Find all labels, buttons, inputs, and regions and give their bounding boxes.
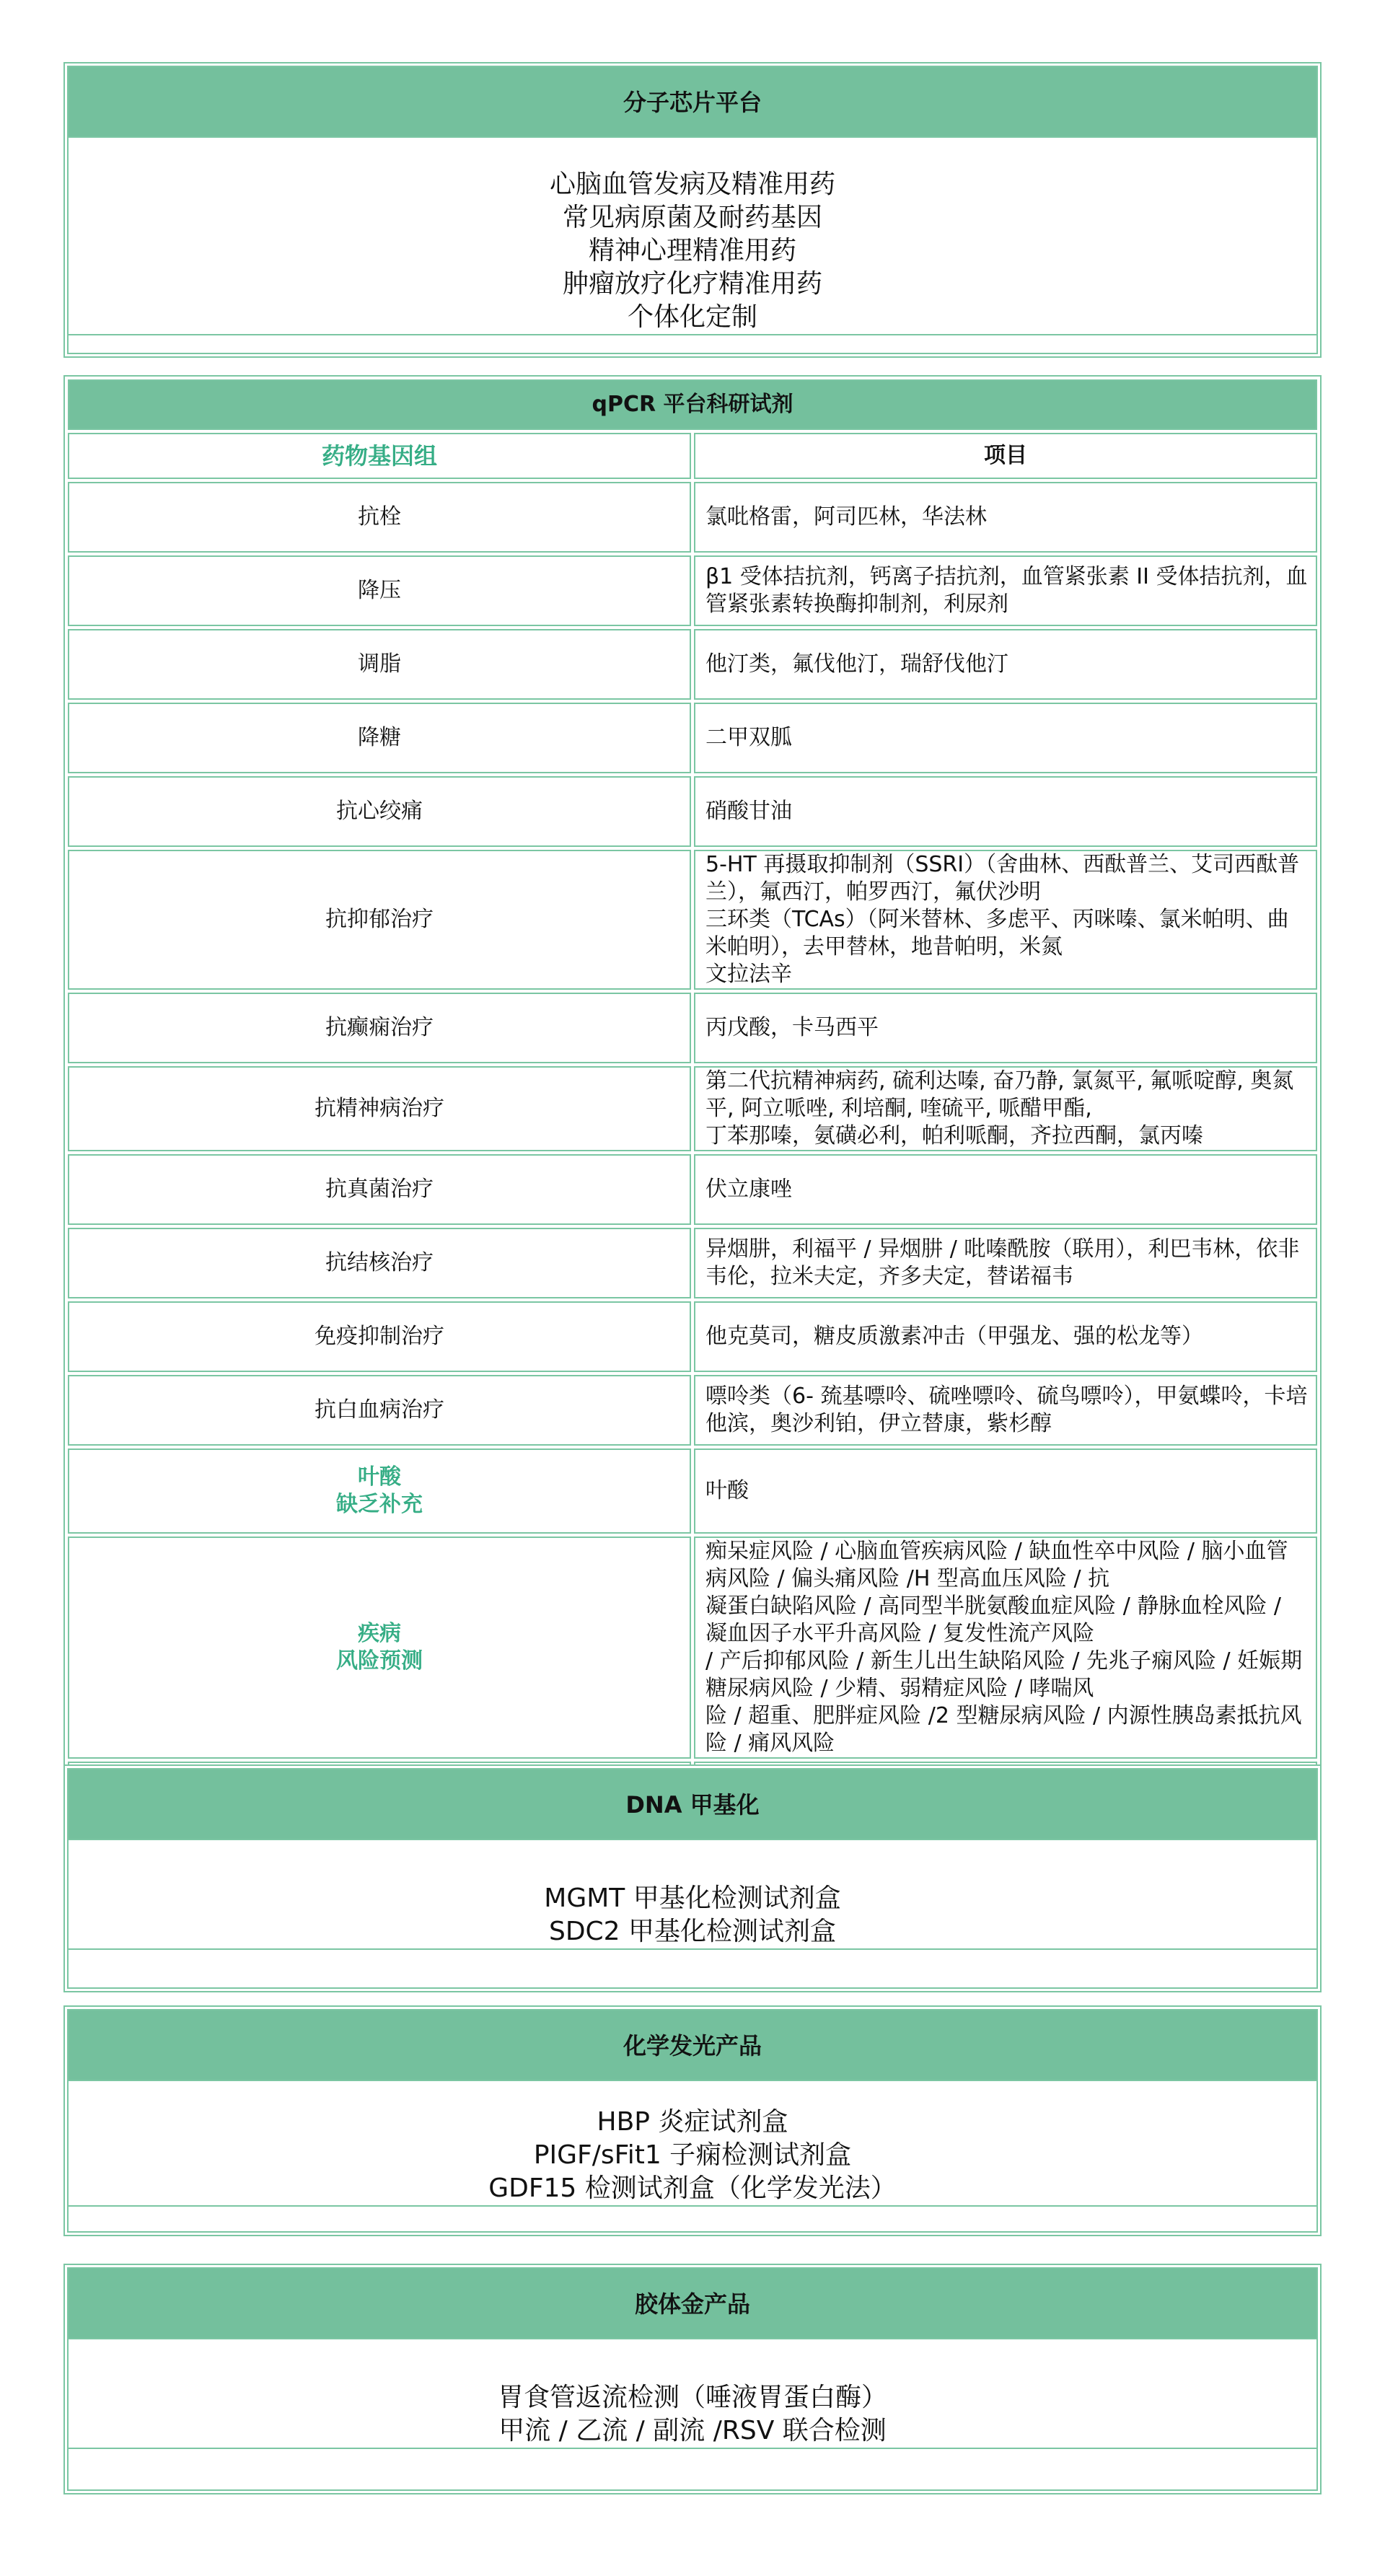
row-category: 降糖 bbox=[68, 703, 691, 773]
row-item: 氯吡格雷，阿司匹林，华法林 bbox=[694, 482, 1317, 553]
list-item: 个体化定制 bbox=[627, 302, 757, 332]
table-row bbox=[68, 1066, 1317, 1151]
qpcr-table bbox=[65, 377, 1320, 1835]
table-row bbox=[68, 850, 1317, 990]
dna-methylation-inner bbox=[67, 1768, 1318, 1989]
row-item: 5-HT 再摄取抑制剂（SSRI）（舍曲林、西酞普兰、艾司西酞普兰），氟西汀，帕罗西汀，氟伏沙明 三环类（TCAs）（阿米替林、多虑平、丙咪嗪、氯米帕明、曲米帕明），去甲替林，地昔帕明，米氮 文拉法辛 bbox=[694, 850, 1317, 990]
table-row bbox=[68, 1449, 1317, 1534]
chemiluminescence-inner bbox=[67, 2009, 1318, 2233]
chemiluminescence-list bbox=[69, 2081, 1316, 2205]
table-row bbox=[68, 776, 1317, 847]
row-category: 疾病 风险预测 bbox=[68, 1537, 691, 1759]
row-category: 抗白血病治疗 bbox=[68, 1375, 691, 1446]
colloidal-gold-title: 胶体金产品 bbox=[69, 2269, 1316, 2339]
chemiluminescence-title: 化学发光产品 bbox=[69, 2010, 1316, 2081]
row-category: 抗心绞痛 bbox=[68, 776, 691, 847]
row-item: 硝酸甘油 bbox=[694, 776, 1317, 847]
table-row bbox=[68, 555, 1317, 626]
table-row bbox=[68, 482, 1317, 553]
row-category: 抗结核治疗 bbox=[68, 1228, 691, 1298]
row-category: 抗栓 bbox=[68, 482, 691, 553]
dna-methylation-list bbox=[69, 1840, 1316, 1948]
list-item: 精神心理精准用药 bbox=[588, 236, 796, 265]
list-item: 心脑血管发病及精准用药 bbox=[549, 170, 835, 199]
row-item: 痴呆症风险 / 心脑血管疾病风险 / 缺血性卒中风险 / 脑小血管病风险 / 偏头痛风险 /H 型高血压风险 / 抗 凝蛋白缺陷风险 / 高同型半胱氨酸血症风险 / 静脉血栓风险 / 凝血因子水平升高风险 / 复发性流产风险 / 产后抑郁风险 / 新生儿出生缺陷风险 / 先兆子痫风险 / 妊娠期糖尿病风险 / 少精、弱精症风险 / 哮喘风 险 / 超重、肥胖症风险 /2 型糖尿病风险 / 内源性胰岛素抵抗风险 / 痛风风险 bbox=[694, 1537, 1317, 1759]
row-item: 伏立康唑 bbox=[694, 1154, 1317, 1225]
colloidal-gold-inner bbox=[67, 2267, 1318, 2491]
row-category: 降压 bbox=[68, 555, 691, 626]
list-item: PIGF/sFit1 子痫检测试剂盒 bbox=[533, 2140, 852, 2170]
table-row bbox=[68, 1301, 1317, 1372]
row-item: β1 受体拮抗剂，钙离子拮抗剂，血管紧张素 II 受体拮抗剂，血管紧张素转换酶抑制剂，利尿剂 bbox=[694, 555, 1317, 626]
table-row bbox=[68, 1154, 1317, 1225]
qpcr-panel bbox=[63, 375, 1322, 1837]
row-category: 抗真菌治疗 bbox=[68, 1154, 691, 1225]
molecular-chip-list bbox=[69, 138, 1316, 334]
row-item: 他克莫司，糖皮质激素冲击（甲强龙、强的松龙等） bbox=[694, 1301, 1317, 1372]
dna-methylation-panel bbox=[63, 1764, 1322, 1992]
row-category: 抗抑郁治疗 bbox=[68, 850, 691, 990]
table-row bbox=[68, 703, 1317, 773]
row-item: 二甲双胍 bbox=[694, 703, 1317, 773]
row-category: 叶酸 缺乏补充 bbox=[68, 1449, 691, 1534]
molecular-chip-inner bbox=[67, 66, 1318, 354]
table-row bbox=[68, 1537, 1317, 1759]
row-item: 异烟肼，利福平 / 异烟肼 / 吡嗪酰胺（联用），利巴韦林，依非韦伦，拉米夫定，齐多夫定，替诺福韦 bbox=[694, 1228, 1317, 1298]
dna-methylation-title: DNA 甲基化 bbox=[69, 1770, 1316, 1840]
colloidal-gold-panel bbox=[63, 2264, 1322, 2494]
row-category: 抗精神病治疗 bbox=[68, 1066, 691, 1151]
list-item: 胃食管返流检测（唾液胃蛋白酶） bbox=[497, 2383, 887, 2412]
row-item: 他汀类，氟伐他汀，瑞舒伐他汀 bbox=[694, 629, 1317, 700]
table-row bbox=[68, 1375, 1317, 1446]
row-category: 抗癫痫治疗 bbox=[68, 993, 691, 1063]
row-item: 第二代抗精神病药, 硫利达嗪, 奋乃静, 氯氮平, 氟哌啶醇, 奥氮平, 阿立哌唑, 利培酮, 喹硫平, 哌醋甲酯, 丁苯那嗪，氨磺必利，帕利哌酮，齐拉西酮，氯丙嗪 bbox=[694, 1066, 1317, 1151]
row-item: 嘌呤类（6- 巯基嘌呤、硫唑嘌呤、硫鸟嘌呤），甲氨蝶呤，卡培他滨，奥沙利铂，伊立替康，紫杉醇 bbox=[694, 1375, 1317, 1446]
list-item: 常见病原菌及耐药基因 bbox=[562, 203, 822, 232]
qpcr-title: qPCR 平台科研试剂 bbox=[68, 379, 1317, 430]
list-item: GDF15 检测试剂盒（化学发光法） bbox=[488, 2173, 897, 2203]
table-row bbox=[68, 993, 1317, 1063]
list-item: 甲流 / 乙流 / 副流 /RSV 联合检测 bbox=[498, 2416, 887, 2445]
row-category: 免疫抑制治疗 bbox=[68, 1301, 691, 1372]
chemiluminescence-panel bbox=[63, 2005, 1322, 2236]
molecular-chip-title: 分子芯片平台 bbox=[69, 67, 1316, 138]
list-item: SDC2 甲基化检测试剂盒 bbox=[548, 1917, 837, 1946]
list-item: MGMT 甲基化检测试剂盒 bbox=[544, 1883, 841, 1913]
row-item: 叶酸 bbox=[694, 1449, 1317, 1534]
list-item: HBP 炎症试剂盒 bbox=[597, 2107, 788, 2137]
column-header-category: 药物基因组 bbox=[68, 433, 691, 479]
list-item: 肿瘤放疗化疗精准用药 bbox=[562, 269, 822, 299]
table-row bbox=[68, 1228, 1317, 1298]
molecular-chip-panel bbox=[63, 62, 1322, 358]
column-header-item: 项目 bbox=[694, 433, 1317, 479]
table-row bbox=[68, 629, 1317, 700]
row-item: 丙戊酸，卡马西平 bbox=[694, 993, 1317, 1063]
row-category: 调脂 bbox=[68, 629, 691, 700]
colloidal-gold-list bbox=[69, 2339, 1316, 2448]
